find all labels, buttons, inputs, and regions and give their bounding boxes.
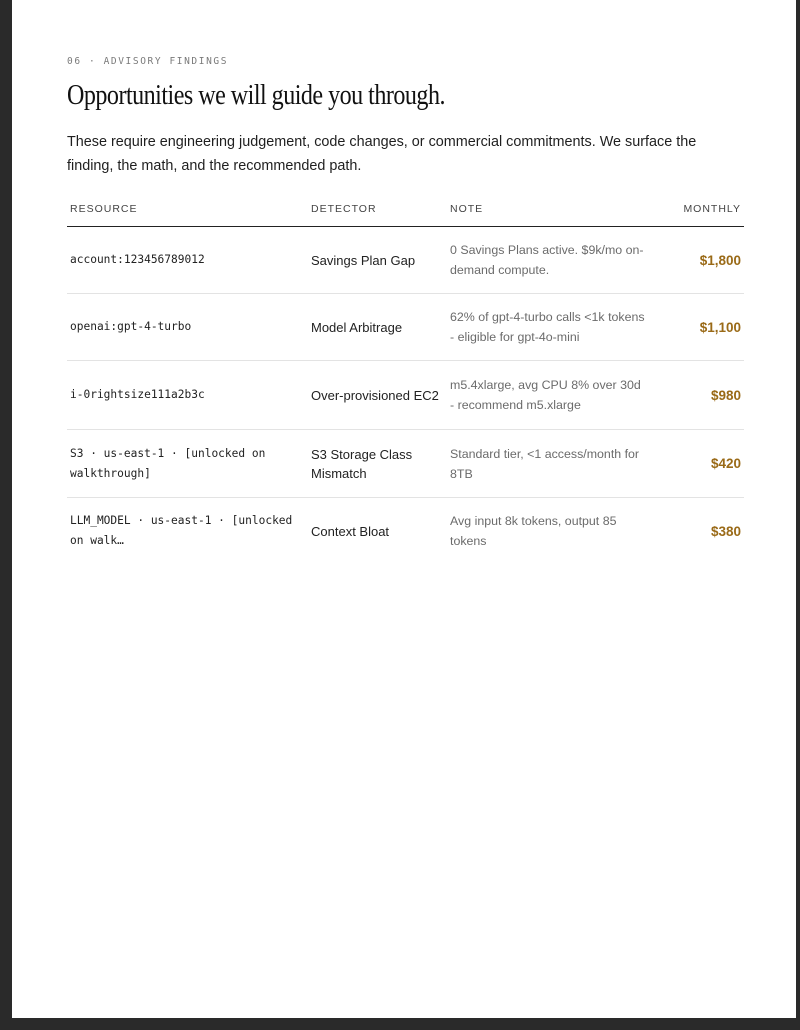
table-row [67,227,744,294]
table-header-row [67,192,744,227]
note-cell: m5.4xlarge, avg CPU 8% over 30d - recommend m5.xlarge [447,361,647,430]
monthly-amount: $1,800 [647,227,744,294]
monthly-amount: $420 [647,430,744,498]
table-row [67,430,744,498]
note-cell: Standard tier, <1 access/month for 8TB [447,430,647,498]
resource-cell: S3 · us-east-1 · [unlocked on walkthrough] [67,430,308,498]
table-row [67,498,744,565]
detector-cell: Savings Plan Gap [308,227,447,294]
note-cell: Avg input 8k tokens, output 85 tokens [450,514,617,548]
column-header-monthly: MONTHLY [647,192,744,227]
page-title: Opportunities we will guide you through. [67,80,445,111]
resource-cell: openai:gpt-4-turbo [67,294,308,361]
findings-table [67,192,744,564]
column-header-detector: DETECTOR [308,192,447,227]
detector-cell: Context Bloat [311,523,390,539]
resource-cell: account:123456789012 [67,227,308,294]
monthly-amount: $380 [710,523,741,539]
note-cell: 62% of gpt-4-turbo calls <1k tokens - eligible for gpt-4o-mini [447,294,647,361]
detector-cell: Over-provisioned EC2 [308,361,447,430]
intro-paragraph: These require engineering judgement, code changes, or commercial commitments. We surface the finding, the math, and the recommended path. [67,134,697,174]
detector-cell: S3 Storage Class Mismatch [308,430,447,498]
table-row [67,361,744,430]
table-row [67,294,744,361]
column-header-resource: RESOURCE [67,192,308,227]
resource-cell: LLM_MODEL · us-east-1 · [unlocked on walk… [70,514,293,547]
document-page [12,0,796,1018]
monthly-amount: $1,100 [647,294,744,361]
note-cell: 0 Savings Plans active. $9k/mo on-demand compute. [447,227,647,294]
resource-cell: i-0rightsize111a2b3c [67,361,308,430]
monthly-amount: $980 [647,361,744,430]
column-header-note: NOTE [447,192,647,227]
detector-cell: Model Arbitrage [308,294,447,361]
section-eyebrow: 06 · ADVISORY FINDINGS [67,56,229,67]
